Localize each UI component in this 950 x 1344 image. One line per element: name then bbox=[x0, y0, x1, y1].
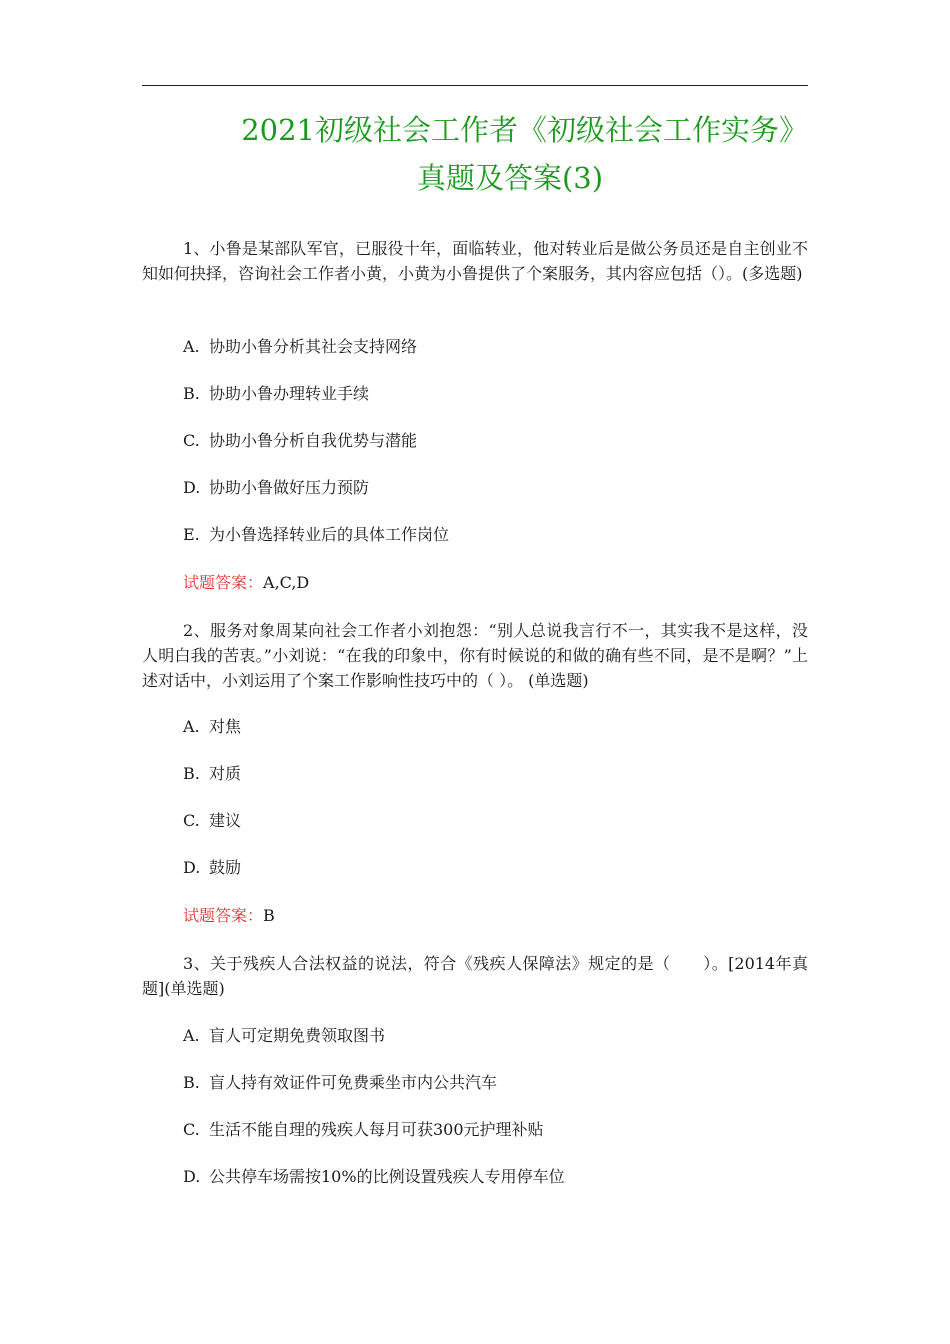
question-1-option-c bbox=[183, 430, 417, 452]
question-2-option-a bbox=[183, 716, 241, 738]
option-letter: A. bbox=[183, 1026, 200, 1045]
option-letter: B. bbox=[183, 384, 200, 403]
option-letter: A. bbox=[183, 717, 200, 736]
question-1-option-e bbox=[183, 524, 449, 546]
option-text: 公共停车场需按10%的比例设置残疾人专用停车位 bbox=[209, 1167, 565, 1186]
question-1-option-d bbox=[183, 477, 369, 499]
question-1-answer bbox=[183, 572, 309, 594]
answer-value: A,C,D bbox=[263, 573, 310, 592]
option-text: 协助小鲁分析其社会支持网络 bbox=[209, 337, 418, 356]
option-text: 协助小鲁分析自我优势与潜能 bbox=[209, 431, 418, 450]
option-letter: D. bbox=[183, 1167, 201, 1186]
option-letter: B. bbox=[183, 1073, 200, 1092]
question-2-answer bbox=[183, 905, 275, 927]
question-2-option-c bbox=[183, 810, 241, 832]
question-2-stem: 2、服务对象周某向社会工作者小刘抱怨：“别人总说我言行不一，其实我不是这样，没人明白我的苦衷。”小刘说：“在我的印象中，你有时候说的和做的确有些不同，是不是啊？”上述对话中，小刘运用了个案工作影响性技巧中的（ ）。 (单选题) bbox=[142, 621, 808, 690]
option-text: 鼓励 bbox=[209, 858, 242, 877]
option-letter: B. bbox=[183, 764, 200, 783]
option-text: 为小鲁选择转业后的具体工作岗位 bbox=[209, 525, 450, 544]
answer-value: B bbox=[263, 906, 275, 925]
option-text: 盲人持有效证件可免费乘坐市内公共汽车 bbox=[209, 1073, 498, 1092]
question-3-option-b bbox=[183, 1072, 497, 1094]
option-text: 建议 bbox=[209, 811, 242, 830]
question-1-option-a bbox=[183, 336, 417, 358]
option-text: 协助小鲁做好压力预防 bbox=[209, 478, 370, 497]
document-subtitle: 真题及答案(3) bbox=[416, 161, 604, 195]
answer-label: 试题答案： bbox=[183, 906, 264, 925]
option-letter: D. bbox=[183, 858, 201, 877]
option-letter: C. bbox=[183, 1120, 200, 1139]
question-3-option-c bbox=[183, 1119, 544, 1141]
question-3-stem: 3、关于残疾人合法权益的说法，符合《残疾人保障法》规定的是（ ）。[2014年真题](单选题) bbox=[142, 954, 808, 998]
question-2-option-b bbox=[183, 763, 241, 785]
option-text: 盲人可定期免费领取图书 bbox=[209, 1026, 386, 1045]
option-text: 对焦 bbox=[209, 717, 242, 736]
option-letter: C. bbox=[183, 431, 200, 450]
question-2-option-d bbox=[183, 857, 241, 879]
question-3-option-a bbox=[183, 1025, 385, 1047]
question-3-option-d bbox=[183, 1166, 565, 1188]
option-letter: E. bbox=[183, 525, 200, 544]
question-1-option-b bbox=[183, 383, 369, 405]
option-letter: C. bbox=[183, 811, 200, 830]
option-text: 生活不能自理的残疾人每月可获300元护理补贴 bbox=[209, 1120, 544, 1139]
option-letter: D. bbox=[183, 478, 201, 497]
header-rule bbox=[142, 85, 808, 86]
option-letter: A. bbox=[183, 337, 200, 356]
question-1-stem: 1、小鲁是某部队军官，已服役十年，面临转业，他对转业后是做公务员还是自主创业不知如何抉择，咨询社会工作者小黄，小黄为小鲁提供了个案服务，其内容应包括（）。(多选题) bbox=[142, 239, 808, 283]
option-text: 协助小鲁办理转业手续 bbox=[209, 384, 370, 403]
document-title: 2021初级社会工作者《初级社会工作实务》 bbox=[241, 113, 808, 147]
option-text: 对质 bbox=[209, 764, 242, 783]
answer-label: 试题答案： bbox=[183, 573, 264, 592]
